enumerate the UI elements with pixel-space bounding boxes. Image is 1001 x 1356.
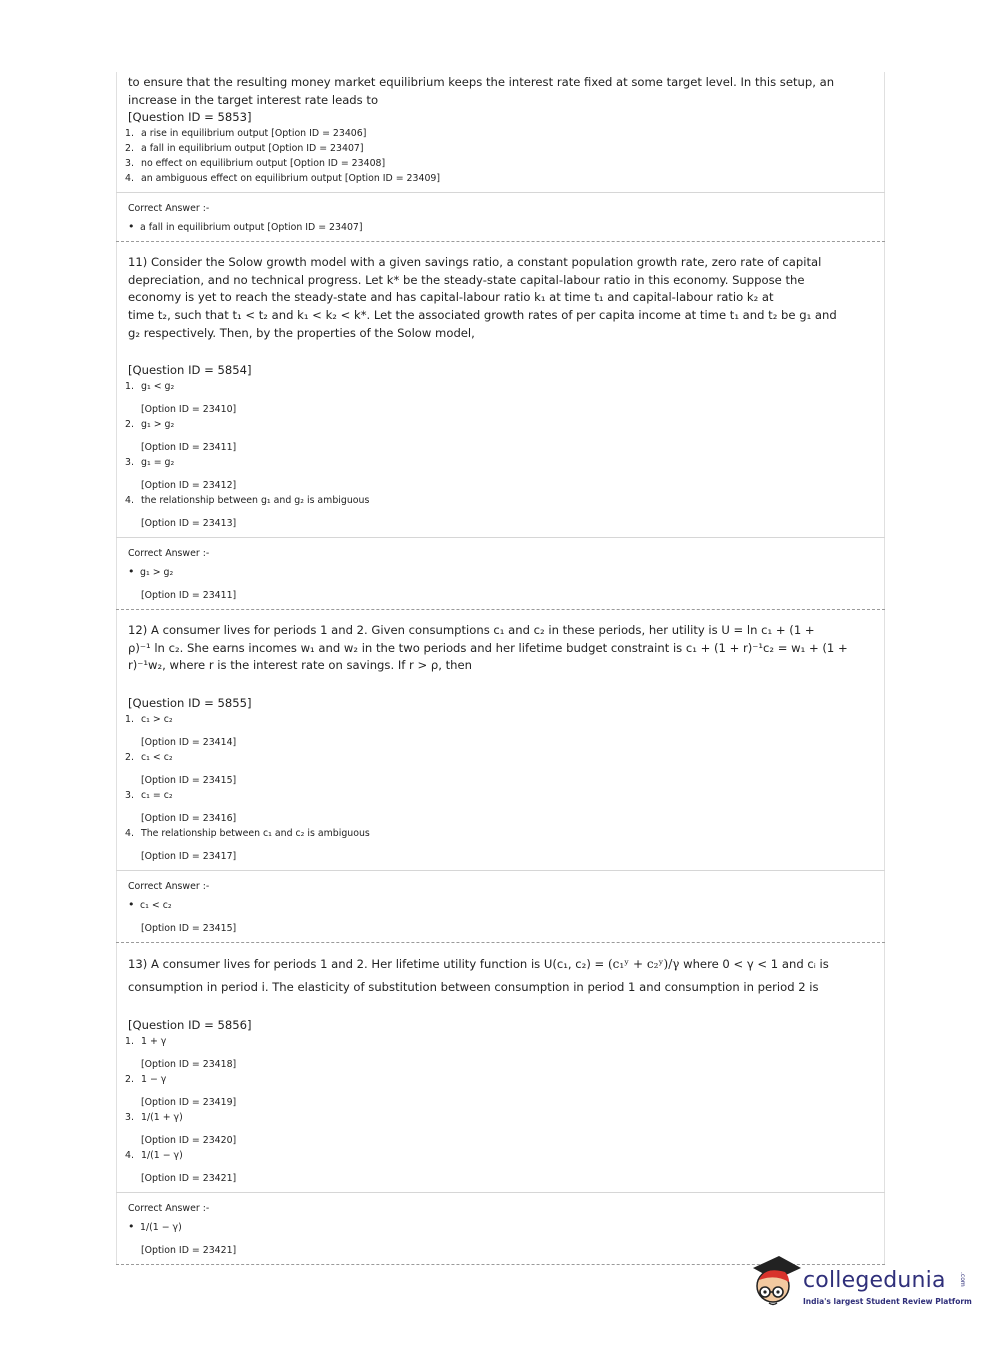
option: 4. The relationship between c₁ and c₂ is ambiguous bbox=[125, 827, 370, 839]
option-id: [Option ID = 23421] bbox=[141, 1173, 237, 1185]
question-text: economy is yet to reach the steady-state and has capital-labour ratio k₁ at time t₁ and capital-labour ratio k₂ at bbox=[128, 290, 774, 305]
question-text: depreciation, and no technical progress. Let k* be the steady-state capital-labour ratio in this economy. Suppose the bbox=[128, 272, 805, 287]
option: 2. c₁ < c₂ bbox=[125, 751, 173, 763]
correct-answer: • 1/(1 − γ) bbox=[128, 1220, 182, 1234]
option: 3. 1/(1 + γ) bbox=[125, 1112, 183, 1124]
question-text: 11) Consider the Solow growth model with a given savings ratio, a constant population growth rate, zero rate of capital bbox=[128, 255, 822, 270]
logo-name: collegedunia bbox=[803, 1268, 946, 1293]
correct-answer: • c₁ < c₂ bbox=[128, 897, 172, 911]
correct-answer-id: [Option ID = 23411] bbox=[141, 590, 237, 602]
bullet-icon: • bbox=[128, 565, 135, 579]
question-text: to ensure that the resulting money market equilibrium keeps the interest rate fixed at some target level. In this setup, an bbox=[128, 75, 835, 89]
correct-answer-label: Correct Answer :- bbox=[128, 548, 210, 560]
question-id: [Question ID = 5854] bbox=[128, 363, 252, 378]
option: 1. g₁ < g₂ bbox=[125, 381, 175, 393]
option: 4. the relationship between g₁ and g₂ is ambiguous bbox=[125, 495, 370, 507]
bullet-icon: • bbox=[128, 897, 135, 911]
option-id: [Option ID = 23411] bbox=[141, 442, 237, 454]
divider bbox=[116, 537, 885, 538]
option: 3. c₁ = c₂ bbox=[125, 789, 173, 801]
logo-tagline: India's largest Student Review Platform bbox=[803, 1297, 972, 1306]
option-id: [Option ID = 23412] bbox=[141, 480, 237, 492]
option-id: [Option ID = 23419] bbox=[141, 1097, 237, 1109]
question-text: consumption in period i. The elasticity of substitution between consumption in period 1 and consumption in period 2 is bbox=[128, 980, 819, 995]
question-id: [Question ID = 5853] bbox=[128, 110, 252, 125]
option-id: [Option ID = 23416] bbox=[141, 812, 237, 824]
question-10 bbox=[116, 72, 885, 242]
bullet-icon: • bbox=[128, 1220, 135, 1234]
option: 4. an ambiguous effect on equilibrium output [Option ID = 23409] bbox=[125, 173, 441, 185]
option-id: [Option ID = 23418] bbox=[141, 1059, 237, 1071]
question-id: [Question ID = 5856] bbox=[128, 1018, 252, 1033]
option-id: [Option ID = 23415] bbox=[141, 774, 237, 786]
question-text: 13) A consumer lives for periods 1 and 2. Her lifetime utility function is U(c₁, c₂) = (c₁ʸ + c₂ʸ)/γ where 0 < γ < 1 and cᵢ is bbox=[128, 953, 885, 976]
question-text: r)⁻¹w₂, where r is the interest rate on savings. If r > ρ, then bbox=[128, 658, 472, 673]
option-id: [Option ID = 23420] bbox=[141, 1135, 237, 1147]
option: 2. 1 − γ bbox=[125, 1074, 167, 1086]
option: 3. no effect on equilibrium output [Option ID = 23408] bbox=[125, 158, 386, 170]
option-id: [Option ID = 23417] bbox=[141, 850, 237, 862]
correct-answer-id: [Option ID = 23415] bbox=[141, 922, 237, 934]
divider bbox=[116, 192, 885, 193]
option: 1. a rise in equilibrium output [Option ID = 23406] bbox=[125, 128, 367, 140]
question-text: increase in the target interest rate leads to bbox=[128, 92, 379, 107]
collegedunia-logo bbox=[745, 1250, 975, 1320]
question-11 bbox=[116, 242, 885, 610]
option: 2. a fall in equilibrium output [Option ID = 23407] bbox=[125, 143, 364, 155]
correct-answer: • g₁ > g₂ bbox=[128, 565, 174, 579]
question-12 bbox=[116, 610, 885, 943]
option: 1. c₁ > c₂ bbox=[125, 713, 173, 725]
question-text: time t₂, such that t₁ < t₂ and k₁ < k₂ < k*. Let the associated growth rates of per capita income at time t₁ and t₂ be g₁ and bbox=[128, 307, 837, 322]
option: 3. g₁ = g₂ bbox=[125, 457, 175, 469]
option: 2. g₁ > g₂ bbox=[125, 419, 175, 431]
question-text: ρ)⁻¹ ln c₂. She earns incomes w₁ and w₂ in the two periods and her lifetime budget constraint is c₁ + (1 + r)⁻¹c₂ = w₁ + (1 + bbox=[128, 640, 848, 655]
logo-suffix: .com bbox=[959, 1272, 966, 1287]
option: 4. 1/(1 − γ) bbox=[125, 1150, 183, 1162]
utility-formula: (c₁ʸ + c₂ʸ)/γ bbox=[607, 957, 680, 972]
option: 1. 1 + γ bbox=[125, 1036, 167, 1048]
correct-answer: • a fall in equilibrium output [Option ID = 23407] bbox=[128, 220, 363, 234]
question-13 bbox=[116, 943, 885, 1265]
question-page bbox=[116, 72, 885, 1265]
option-id: [Option ID = 23414] bbox=[141, 736, 237, 748]
bullet-icon: • bbox=[128, 220, 135, 234]
divider bbox=[116, 1192, 885, 1193]
correct-answer-label: Correct Answer :- bbox=[128, 880, 210, 892]
correct-answer-label: Correct Answer :- bbox=[128, 1203, 210, 1215]
option-id: [Option ID = 23413] bbox=[141, 518, 237, 530]
question-text: g₂ respectively. Then, by the properties of the Solow model, bbox=[128, 325, 475, 340]
question-id: [Question ID = 5855] bbox=[128, 695, 252, 710]
option-id: [Option ID = 23410] bbox=[141, 404, 237, 416]
mascot-icon bbox=[745, 1250, 805, 1320]
correct-answer-label: Correct Answer :- bbox=[128, 203, 210, 215]
question-text: 12) A consumer lives for periods 1 and 2. Given consumptions c₁ and c₂ in these periods, her utility is U = ln c₁ + (1 + bbox=[128, 623, 815, 638]
correct-answer-id: [Option ID = 23421] bbox=[141, 1245, 237, 1257]
divider bbox=[116, 870, 885, 871]
